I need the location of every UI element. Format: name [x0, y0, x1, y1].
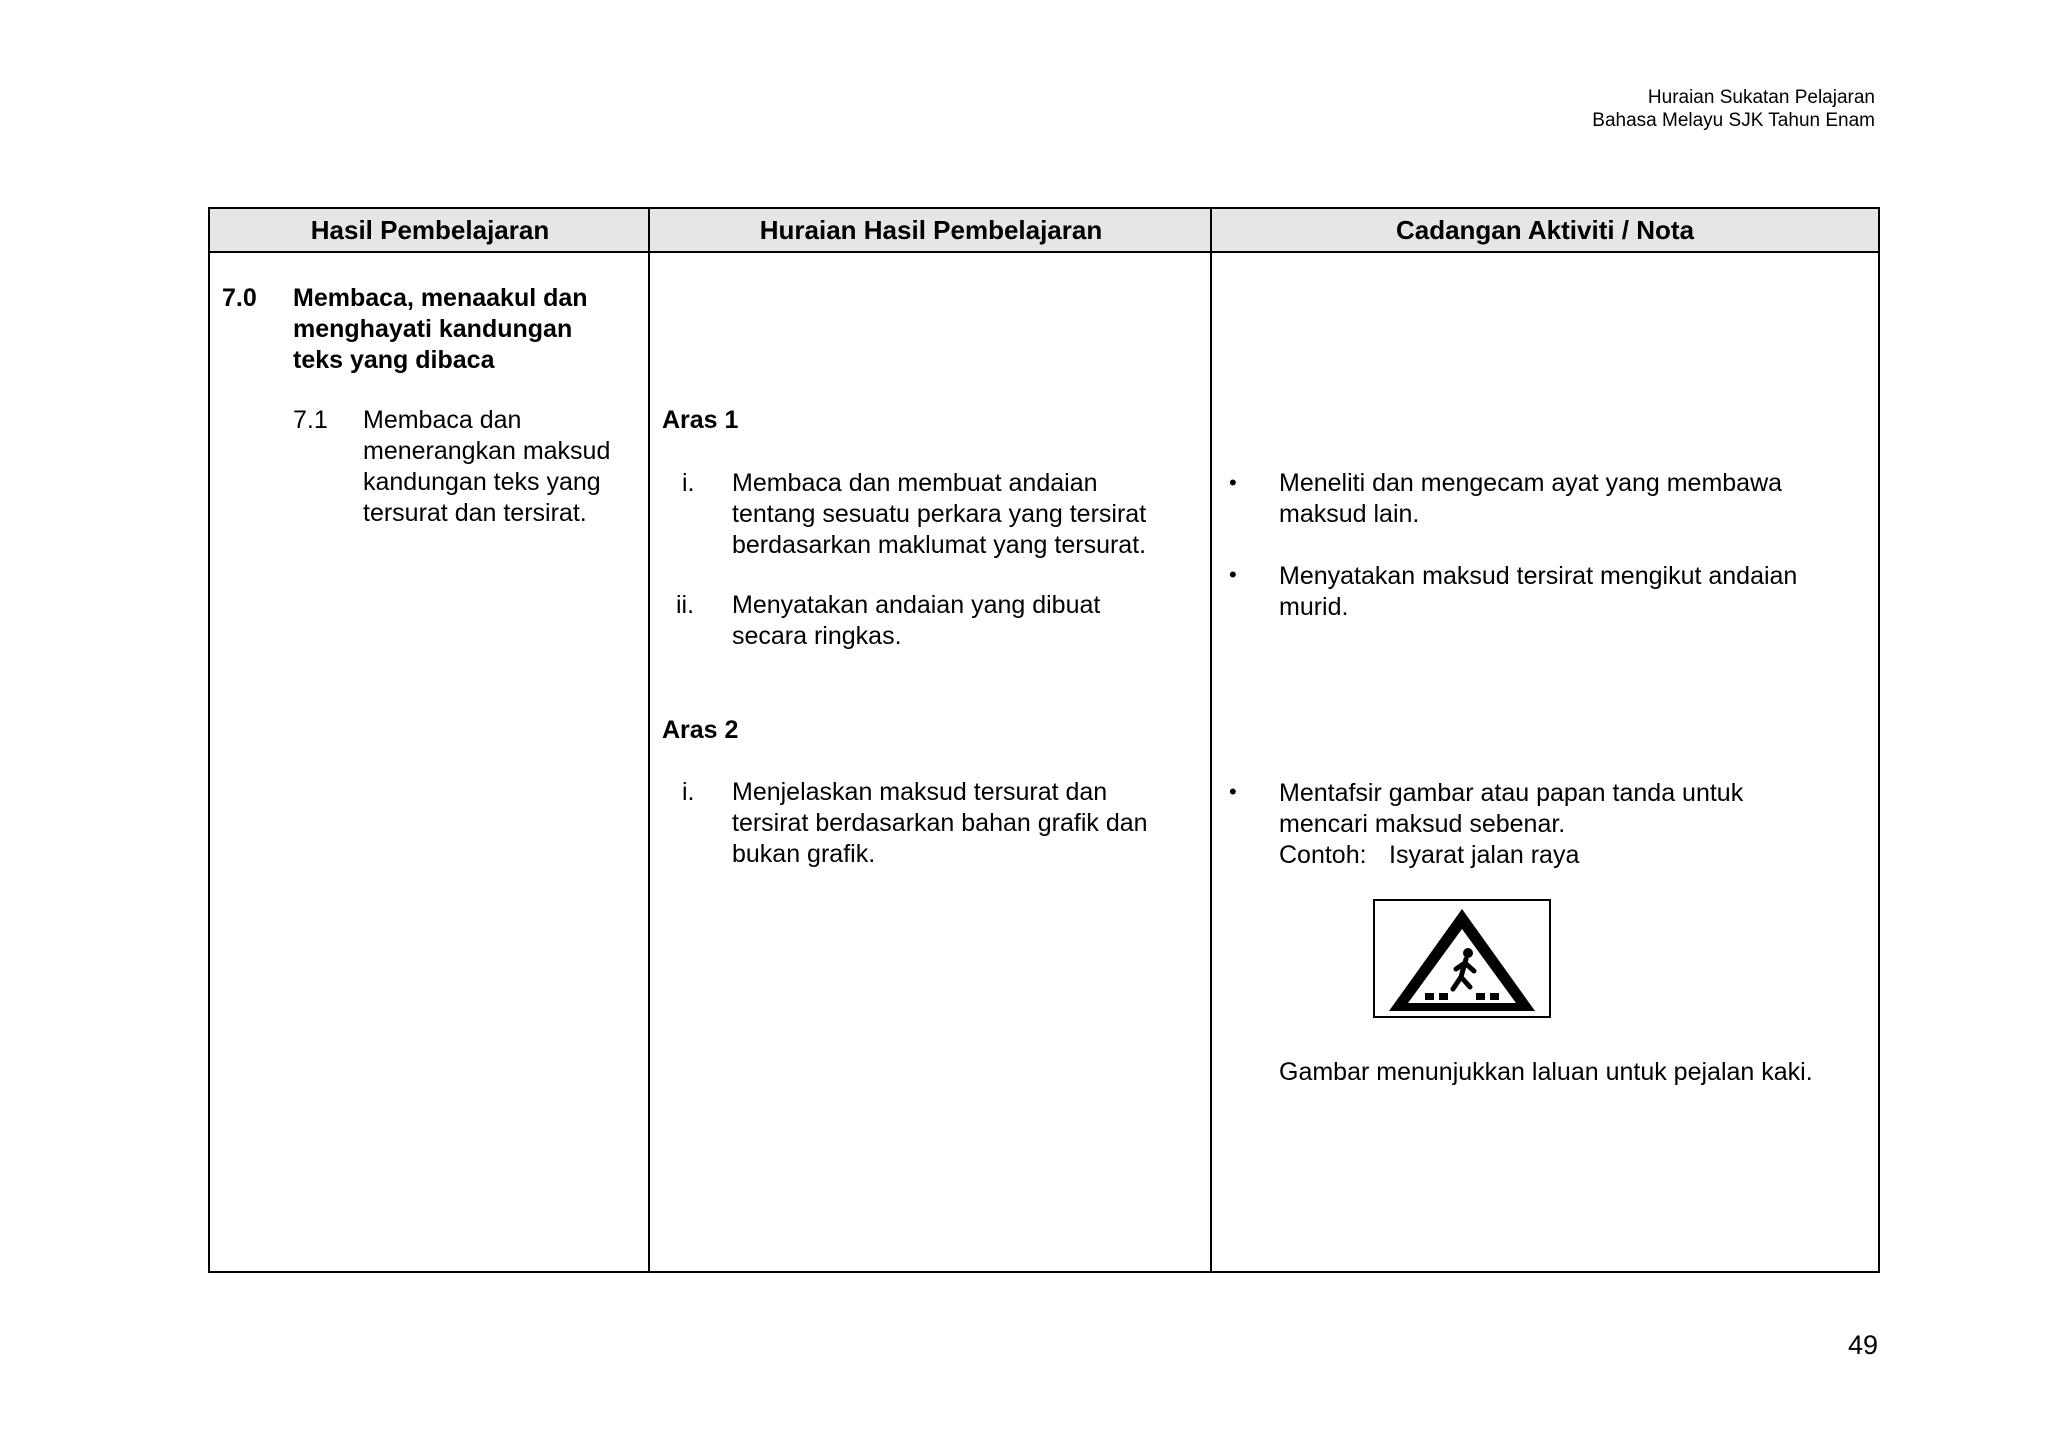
activity-line: Mentafsir gambar atau papan tanda untuk [1279, 779, 1744, 807]
subsection-number: 7.1 [293, 406, 328, 434]
outcome-line: Menjelaskan maksud tersurat dan [732, 778, 1108, 806]
header-line-2: Bahasa Melayu SJK Tahun Enam [1592, 110, 1875, 131]
column-divider [1210, 209, 1212, 1271]
item-marker: i. [682, 778, 695, 806]
outcome-line: tersirat berdasarkan bahan grafik dan [732, 809, 1148, 837]
activity-line: murid. [1279, 593, 1349, 621]
bullet-icon: • [1229, 562, 1237, 587]
column-header-cadangan: Cadangan Aktiviti / Nota [1212, 209, 1878, 253]
subsection-line: menerangkan maksud [363, 437, 611, 465]
example-value: Isyarat jalan raya [1389, 841, 1580, 869]
outcome-line: tentang sesuatu perkara yang tersirat [732, 500, 1147, 528]
subsection-line: Membaca dan [363, 406, 522, 434]
column-header-hasil: Hasil Pembelajaran [210, 209, 650, 253]
outcome-line: bukan grafik. [732, 840, 876, 868]
activity-line: Meneliti dan mengecam ayat yang membawa [1279, 469, 1783, 497]
activity-line: mencari maksud sebenar. [1279, 810, 1566, 838]
bullet-icon: • [1229, 779, 1237, 804]
subsection-line: kandungan teks yang [363, 468, 601, 496]
activity-line: maksud lain. [1279, 500, 1420, 528]
activity-item [1279, 468, 1782, 530]
example-label: Contoh: [1279, 841, 1367, 869]
outcome-item [732, 777, 1148, 870]
section-title-line: menghayati kandungan [293, 315, 573, 343]
pedestrian-crossing-sign-icon [1373, 899, 1551, 1018]
outcome-item [732, 590, 1100, 652]
outcome-line: secara ringkas. [732, 622, 902, 650]
item-marker: i. [682, 469, 695, 497]
outcome-line: Menyatakan andaian yang dibuat [732, 591, 1101, 619]
activity-item [1279, 778, 1743, 840]
example-caption: Gambar menunjukkan laluan untuk pejalan kaki. [1279, 1058, 1813, 1086]
sign-graphic [1375, 901, 1549, 1016]
outcome-line: Membaca dan membuat andaian [732, 469, 1098, 497]
section-title [293, 283, 588, 376]
section-number: 7.0 [222, 284, 257, 312]
column-header-huraian: Huraian Hasil Pembelajaran [650, 209, 1212, 253]
column-divider [648, 209, 650, 1271]
aras-2-label: Aras 2 [662, 716, 739, 744]
section-title-line: Membaca, menaakul dan [293, 284, 588, 312]
item-marker: ii. [676, 591, 695, 619]
outcome-line: berdasarkan maklumat yang tersurat. [732, 531, 1147, 559]
aras-1-label: Aras 1 [662, 406, 739, 434]
activity-line: Menyatakan maksud tersirat mengikut andaian [1279, 562, 1798, 590]
subsection-text [363, 405, 610, 529]
header-line-1: Huraian Sukatan Pelajaran [1647, 87, 1875, 108]
outcome-item [732, 468, 1146, 561]
subsection-line: tersurat dan tersirat. [363, 499, 587, 527]
running-header [1592, 86, 1875, 132]
bullet-icon: • [1229, 470, 1237, 495]
page-number: 49 [1847, 1330, 1878, 1360]
section-title-line: teks yang dibaca [293, 346, 495, 374]
activity-item [1279, 561, 1797, 623]
